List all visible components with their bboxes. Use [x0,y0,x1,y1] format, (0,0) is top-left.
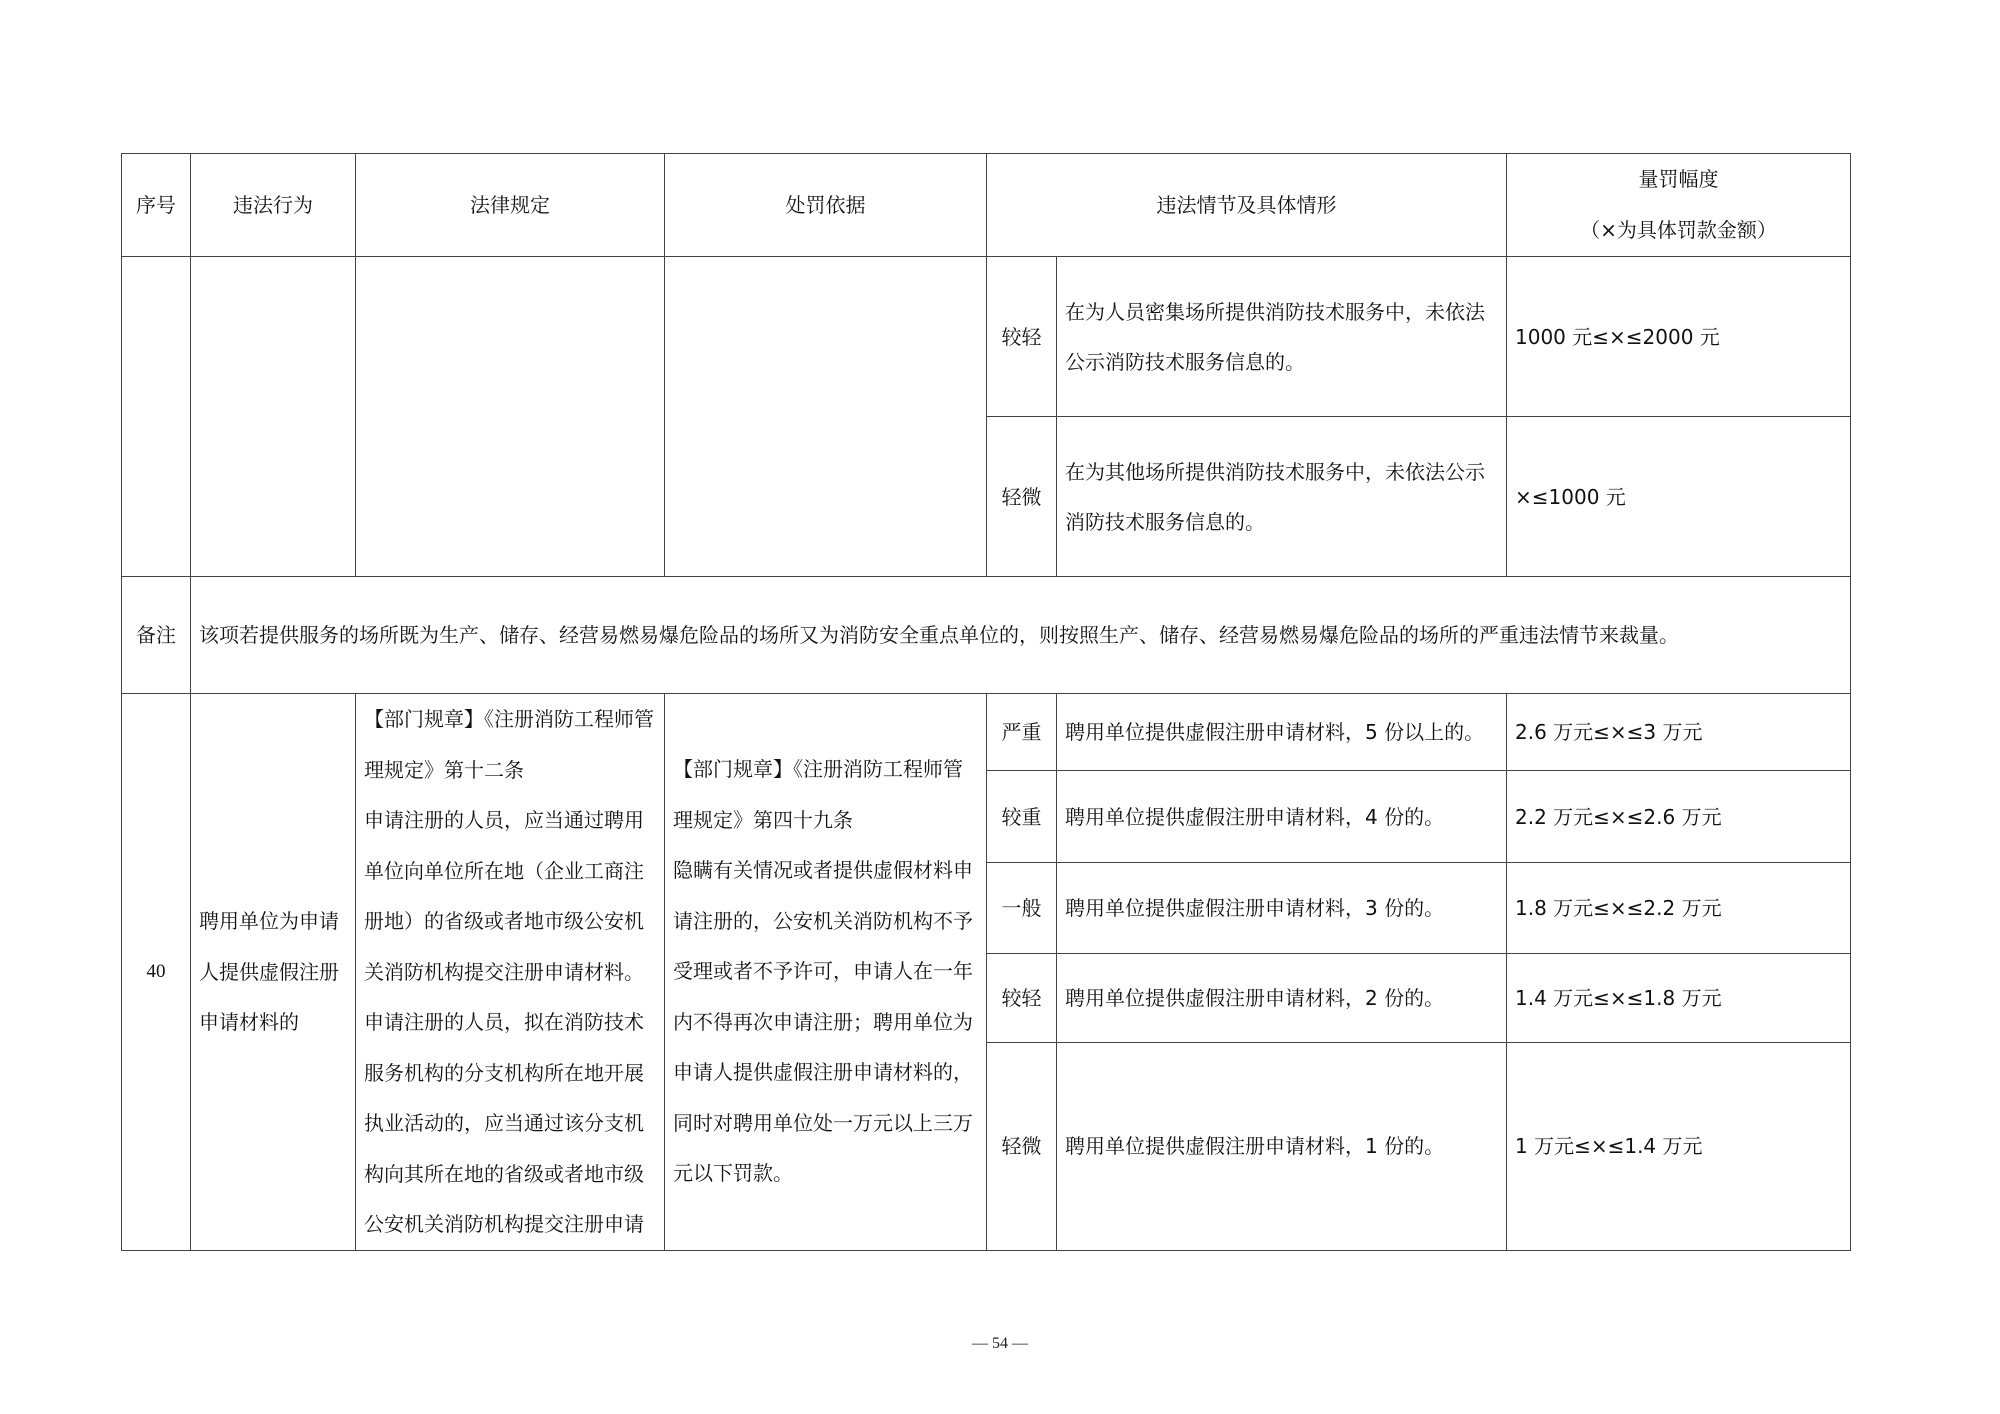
header-law: 法律规定 [356,154,665,257]
table-row [122,257,1851,417]
circumstance-text: 聘用单位提供虚假注册申请材料，1 份的。 [1057,1042,1507,1250]
penalty-basis [665,694,987,1251]
severity-level: 轻微 [987,1042,1057,1250]
penalty-range: 1000 元≤×≤2000 元 [1507,257,1851,417]
circumstance-text: 聘用单位提供虚假注册申请材料，2 份的。 [1057,954,1507,1042]
penalty-range: 1 万元≤×≤1.4 万元 [1507,1042,1851,1250]
severity-level: 严重 [987,694,1057,771]
penalty-table [121,153,1851,1251]
law-provision-title: 【部门规章】《注册消防工程师管理规定》第十二条 [364,707,654,782]
penalty-range: 1.8 万元≤×≤2.2 万元 [1507,862,1851,953]
severity-level: 一般 [987,862,1057,953]
law-provision [356,694,665,1251]
penalty-range: 2.2 万元≤×≤2.6 万元 [1507,771,1851,862]
circumstance-text: 聘用单位提供虚假注册申请材料，5 份以上的。 [1057,694,1507,771]
circumstance-text: 聘用单位提供虚假注册申请材料，4 份的。 [1057,771,1507,862]
header-range-note: （×为具体罚款金额） [1580,218,1777,242]
circumstance-text: 在为人员密集场所提供消防技术服务中，未依法公示消防技术服务信息的。 [1057,257,1507,417]
penalty-basis-body: 隐瞒有关情况或者提供虚假材料申请注册的，公安机关消防机构不予受理或者不予许可，申请人在一年内不得再次申请注册；聘用单位为申请人提供虚假注册申请材料的，同时对聘用单位处一万元以上三万元以下罚款。 [673,858,973,1185]
empty-basis-cell [665,257,987,577]
penalty-range: 2.6 万元≤×≤3 万元 [1507,694,1851,771]
law-provision-body: 申请注册的人员，应当通过聘用单位向单位所在地（企业工商注册地）的省级或者地市级公安机关消防机构提交注册申请材料。申请注册的人员，拟在消防技术服务机构的分支机构所在地开展执业活动的，应当通过该分支机构向其所在地的省级或者地市级公安机关消防机构提交注册申请 [364,808,644,1236]
severity-level: 较重 [987,771,1057,862]
circumstance-text: 聘用单位提供虚假注册申请材料，3 份的。 [1057,862,1507,953]
header-range-title: 量罚幅度 [1638,167,1719,191]
circumstance-text: 在为其他场所提供消防技术服务中，未依法公示消防技术服务信息的。 [1057,417,1507,577]
severity-level: 轻微 [987,417,1057,577]
empty-seq-cell [122,257,191,577]
item-number: 40 [122,694,191,1251]
empty-violation-cell [191,257,356,577]
header-circumstance: 违法情节及具体情形 [987,154,1507,257]
violation-text: 聘用单位为申请人提供虚假注册申请材料的 [191,694,356,1251]
penalty-basis-title: 【部门规章】《注册消防工程师管理规定》第四十九条 [673,757,963,832]
severity-level: 较轻 [987,257,1057,417]
severity-level: 较轻 [987,954,1057,1042]
note-row [122,577,1851,694]
note-label: 备注 [122,577,191,694]
header-range [1507,154,1851,257]
penalty-range: 1.4 万元≤×≤1.8 万元 [1507,954,1851,1042]
header-violation: 违法行为 [191,154,356,257]
page-number: — 54 — [972,1335,1028,1352]
note-text: 该项若提供服务的场所既为生产、储存、经营易燃易爆危险品的场所又为消防安全重点单位的，则按照生产、储存、经营易燃易爆危险品的场所的严重违法情节来裁量。 [191,577,1851,694]
header-row [122,154,1851,257]
header-seq: 序号 [122,154,191,257]
header-basis: 处罚依据 [665,154,987,257]
penalty-range: ×≤1000 元 [1507,417,1851,577]
table-row [122,694,1851,771]
empty-law-cell [356,257,665,577]
